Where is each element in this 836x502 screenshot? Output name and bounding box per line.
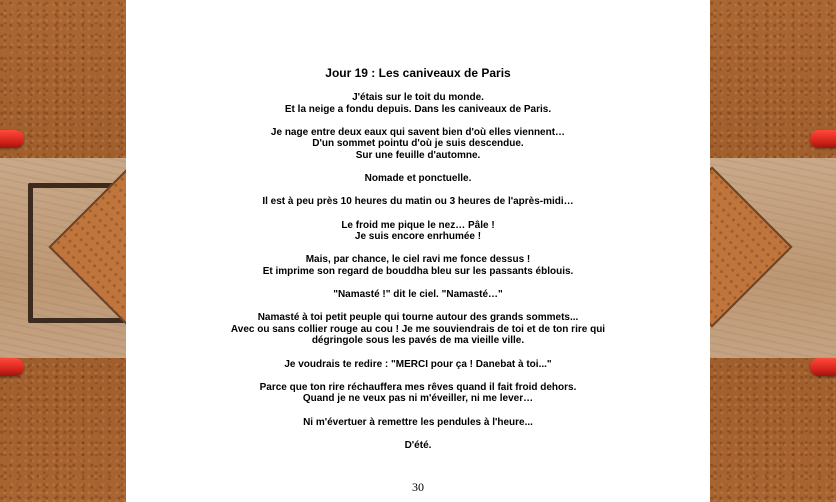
- left-red-ring-bottom: [0, 358, 24, 376]
- poem-line: dégringole sous les pavés de ma vieille ville.: [311, 335, 525, 347]
- poem-line: "Namasté !" dit le ciel. "Namasté…": [333, 289, 503, 301]
- poem-line: Je nage entre deux eaux qui savent bien d'où elles viennent…: [270, 126, 566, 138]
- right-cork-border: [710, 0, 836, 502]
- left-red-ring-top: [0, 130, 24, 148]
- poem-line: Sur une feuille d'automne.: [355, 149, 481, 161]
- stanza: [126, 312, 710, 347]
- poem-line: Je suis encore enrhumée !: [354, 231, 482, 243]
- poem-title: Jour 19 : Les caniveaux de Paris: [325, 66, 511, 80]
- left-cork-border: [0, 0, 126, 502]
- poem-line: Et la neige a fondu depuis. Dans les caniveaux de Paris.: [284, 103, 552, 115]
- poem-line: Et imprime son regard de bouddha bleu sur les passants éblouis.: [262, 265, 574, 277]
- poem-line: Il est à peu près 10 heures du matin ou 3 heures de l'après-midi…: [262, 196, 574, 208]
- poem-line: Parce que ton rire réchauffera mes rêves quand il fait froid dehors.: [259, 381, 577, 393]
- poem-line: Mais, par chance, le ciel ravi me fonce dessus !: [305, 254, 531, 266]
- poem-line: D'été.: [404, 439, 432, 451]
- poem-line: Le froid me pique le nez… Pâle !: [341, 219, 495, 231]
- stanza: [126, 127, 710, 162]
- poem-line: D'un sommet pointu d'où je suis descendue.: [312, 138, 524, 150]
- poem-line: Avec ou sans collier rouge au cou ! Je me souviendrais de toi et de ton rire qui: [230, 323, 606, 335]
- stanza: [126, 359, 710, 371]
- stanza: [126, 196, 710, 208]
- stanza: [126, 254, 710, 277]
- page-number: 30: [412, 480, 424, 494]
- stanza: [126, 417, 710, 429]
- poem-line: Namasté à toi petit peuple qui tourne autour des grands sommets...: [257, 312, 579, 324]
- poem-line: Je voudrais te redire : "MERCI pour ça ! Danebat à toi...": [284, 358, 552, 370]
- poem-body: [126, 66, 710, 463]
- right-red-ring-bottom: [810, 358, 836, 376]
- stanza: [126, 173, 710, 185]
- stanza: [126, 92, 710, 115]
- book-page: [126, 0, 710, 502]
- poem-line: Nomade et ponctuelle.: [364, 173, 472, 185]
- stanza: [126, 382, 710, 405]
- poem-line: Ni m'évertuer à remettre les pendules à l'heure...: [303, 416, 533, 428]
- poem-stanzas: [126, 92, 710, 451]
- stanza: [126, 220, 710, 243]
- stanza: [126, 289, 710, 301]
- poem-line: J'étais sur le toit du monde.: [352, 92, 484, 103]
- right-red-ring-top: [810, 130, 836, 148]
- stanza: [126, 440, 710, 452]
- poem-line: Quand je ne veux pas ni m'éveiller, ni me lever…: [302, 393, 534, 405]
